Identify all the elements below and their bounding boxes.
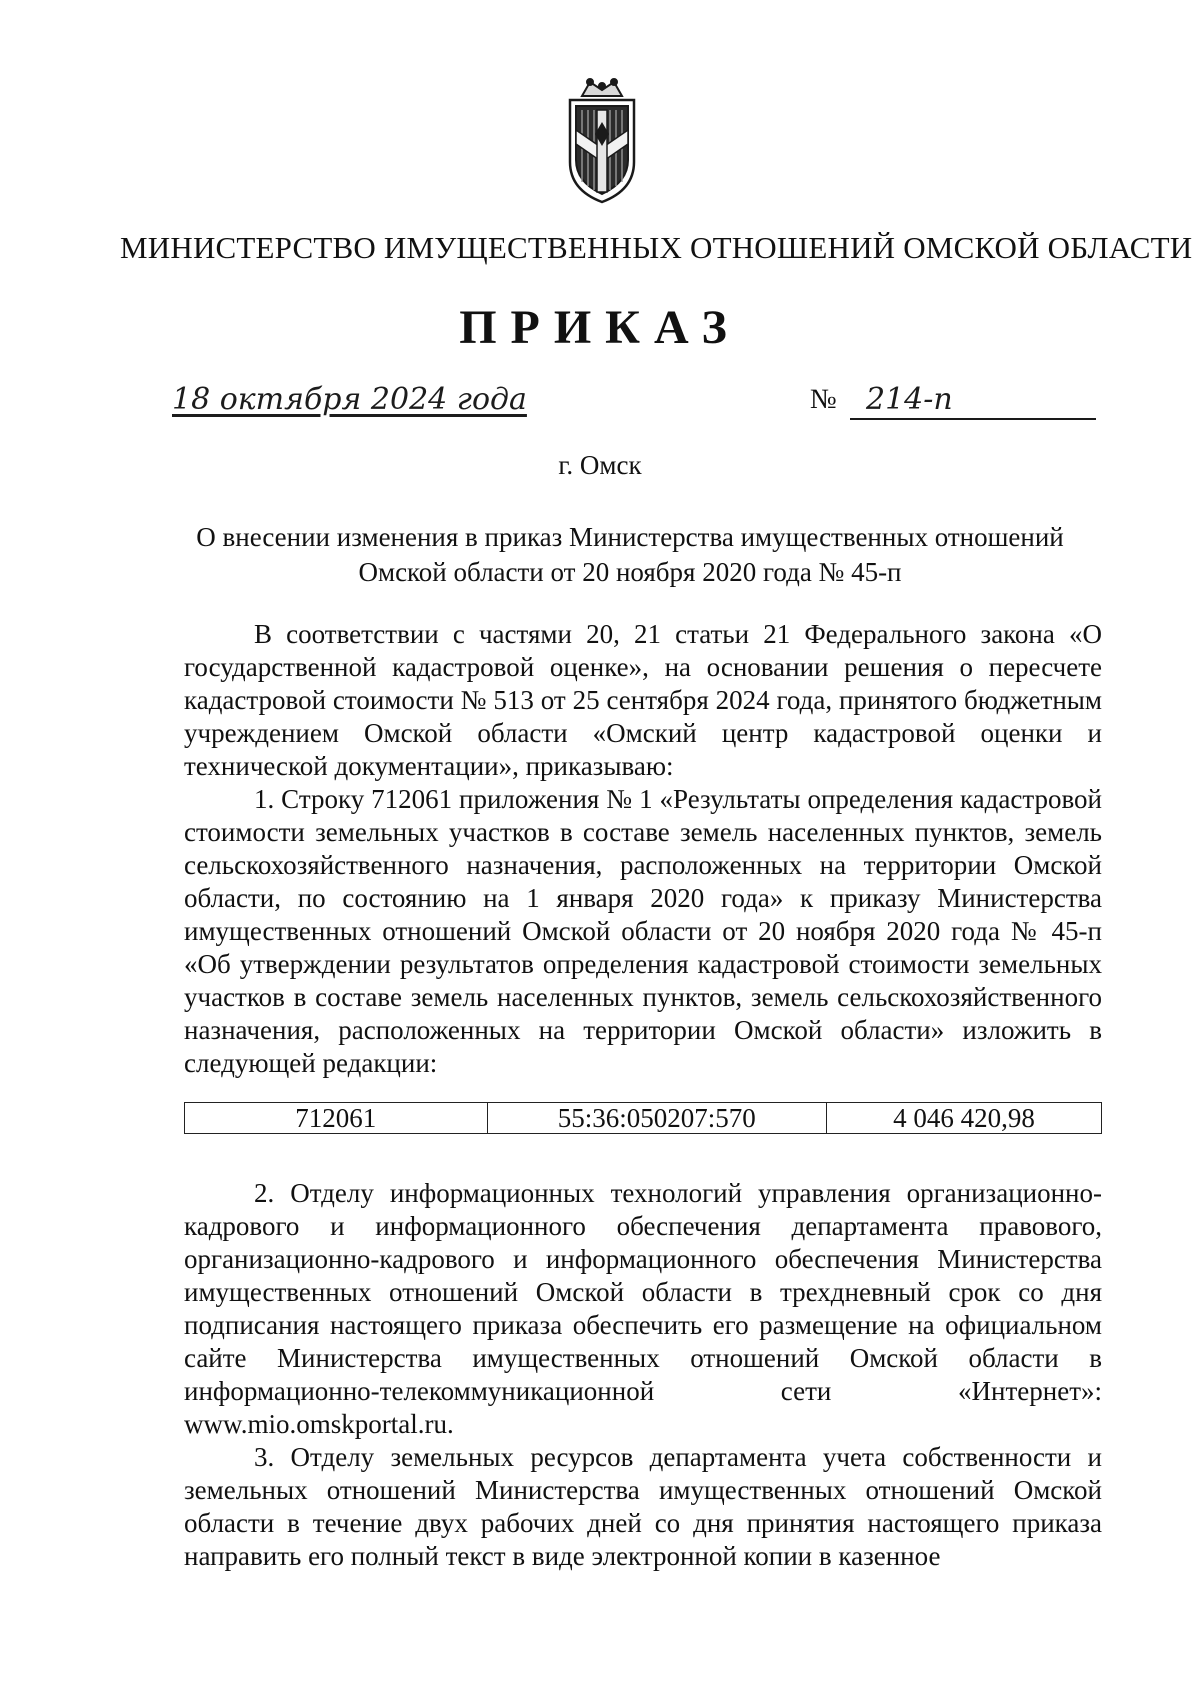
item-3-paragraph: 3. Отделу земельных ресурсов департамента учета собственности и земельных отношений Министерства имущественных отношений Омской области в течение двух рабочих дней со дня принятия настоящего приказа направить его полный текст в виде электронной копии в казенное	[184, 1442, 1102, 1571]
order-number-block	[810, 384, 1090, 424]
order-subject	[150, 520, 1110, 590]
city-name: г. Омск	[558, 450, 642, 480]
subject-line-2: Омской области от 20 ноября 2020 года № 45-п	[358, 557, 902, 587]
handwritten-order-number: 214-п	[866, 382, 953, 417]
item-1-paragraph: 1. Строку 712061 приложения № 1 «Результаты определения кадастровой стоимости земельных участков в составе земель населенных пунктов, земель сельскохозяйственного назначения, расположенных на территории Омской области, по состоянию на 1 января 2020 года» к приказу Министерства имущественных отношений Омской области от 20 ноября 2020 года № 45-п «Об утверждении результатов определения кадастровой стоимости земельных участков в составе земель населенных пунктов, земель сельскохозяйственного назначения, расположенных на территории Омской области» изложить в следующей редакции:	[184, 784, 1102, 1078]
table-row	[185, 1103, 1102, 1134]
table-cell-cadastral-value: 4 046 420,98	[826, 1103, 1101, 1134]
number-underline	[850, 418, 1096, 420]
document-type-title: ПРИКАЗ	[459, 301, 741, 354]
ministry-name: МИНИСТЕРСТВО ИМУЩЕСТВЕННЫХ ОТНОШЕНИЙ ОМСКОЙ ОБЛАСТИ	[120, 230, 1193, 265]
subject-line-1: О внесении изменения в приказ Министерства имущественных отношений	[196, 522, 1064, 552]
table-cell-line-number: 712061	[185, 1103, 488, 1134]
cadastral-value-table	[184, 1102, 1102, 1134]
item-2-paragraph: 2. Отделу информационных технологий управления организационно-кадрового и информационного обеспечения департамента правового, организационно-кадрового и информационного обеспечения Министерства имущественных отношений Омской области в трехдневный срок со дня подписания настоящего приказа обеспечить его размещение на официальном сайте Министерства имущественных отношений Омской области в информационно-телекоммуникационной сети «Интернет»: www.mio.omskportal.ru.	[184, 1178, 1102, 1439]
table-cell-cadastral-number: 55:36:050207:570	[487, 1103, 826, 1134]
number-sign: №	[810, 384, 837, 415]
intro-paragraph: В соответствии с частями 20, 21 статьи 21 Федерального закона «О государственной кадастровой оценке», на основании решения о пересчете кадастровой стоимости № 513 от 25 сентября 2024 года, принятого бюджетным учреждением Омской области «Омский центр кадастровой оценки и технической документации», приказываю:	[184, 619, 1102, 781]
handwritten-date: 18 октября 2024 года	[172, 382, 527, 417]
coat-of-arms-icon	[560, 74, 644, 206]
